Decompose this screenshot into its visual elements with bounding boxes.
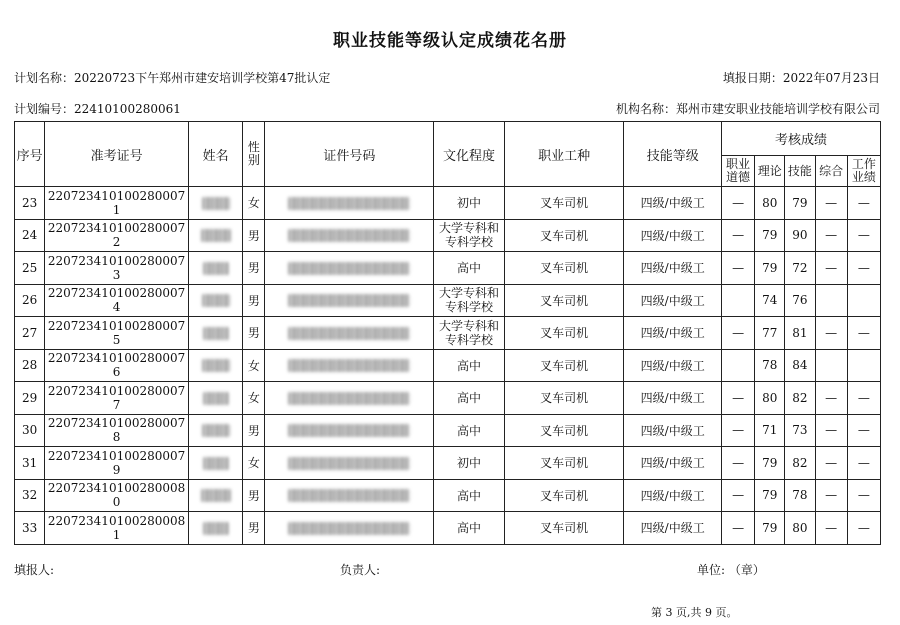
cell-gender: 男 [243, 512, 265, 545]
cell-level: 四级/中级工 [624, 284, 722, 317]
cell-skill: 79 [785, 187, 815, 220]
header-gender: 性别 [243, 122, 265, 187]
table-row [15, 252, 881, 285]
cell-id [265, 187, 434, 220]
cell-ticket: 220723410100280007 2 [45, 219, 189, 252]
cell-seq: 29 [15, 382, 45, 415]
cell-ethics [721, 349, 754, 382]
cell-seq: 28 [15, 349, 45, 382]
cell-overall: — [815, 512, 847, 545]
cell-theory: 79 [755, 447, 785, 480]
org-name: 机构名称：郑州市建安职业技能培训学校有限公司 [615, 102, 880, 116]
cell-theory: 79 [755, 512, 785, 545]
cell-ticket: 220723410100280008 0 [45, 479, 189, 512]
page-title: 职业技能等级认定成绩花名册 [333, 31, 567, 51]
plan-name: 计划名称：20220723下午郑州市建安培训学校第47批认定 [14, 71, 331, 85]
cell-ethics: — [721, 219, 754, 252]
cell-skill: 90 [785, 219, 815, 252]
cell-ticket: 220723410100280007 9 [45, 447, 189, 480]
header-job: 职业工种 [504, 122, 624, 187]
cell-theory: 80 [755, 187, 785, 220]
header-name: 姓名 [188, 122, 242, 187]
cell-seq: 33 [15, 512, 45, 545]
cell-id [265, 447, 434, 480]
cell-work [847, 349, 880, 382]
cell-education: 高中 [434, 349, 504, 382]
header-seq: 序号 [15, 122, 45, 187]
cell-ticket: 220723410100280007 3 [45, 252, 189, 285]
redacted-name [203, 522, 229, 535]
cell-overall: — [815, 187, 847, 220]
cell-id [265, 219, 434, 252]
cell-theory: 77 [755, 317, 785, 350]
cell-ethics: — [721, 252, 754, 285]
cell-gender: 女 [243, 447, 265, 480]
table-row [15, 187, 881, 220]
cell-seq: 32 [15, 479, 45, 512]
cell-ethics: — [721, 317, 754, 350]
cell-job: 叉车司机 [504, 447, 624, 480]
cell-name [188, 447, 242, 480]
cell-theory: 71 [755, 414, 785, 447]
cell-ethics [721, 284, 754, 317]
cell-overall: — [815, 382, 847, 415]
cell-ethics: — [721, 382, 754, 415]
cell-education: 高中 [434, 512, 504, 545]
cell-education: 高中 [434, 414, 504, 447]
cell-id [265, 317, 434, 350]
cell-education: 高中 [434, 252, 504, 285]
cell-level: 四级/中级工 [624, 349, 722, 382]
cell-id [265, 349, 434, 382]
cell-job: 叉车司机 [504, 187, 624, 220]
cell-name [188, 382, 242, 415]
table-row [15, 284, 881, 317]
cell-ticket: 220723410100280007 8 [45, 414, 189, 447]
redacted-name [202, 359, 230, 372]
cell-education: 大学专科和专科学校 [434, 284, 504, 317]
redacted-id-number [288, 294, 410, 307]
redacted-name [202, 424, 230, 437]
cell-skill: 76 [785, 284, 815, 317]
redacted-name [203, 327, 229, 340]
header-scores: 考核成绩 [721, 122, 880, 156]
cell-skill: 73 [785, 414, 815, 447]
cell-name [188, 349, 242, 382]
cell-ticket: 220723410100280007 6 [45, 349, 189, 382]
score-table [14, 121, 881, 545]
cell-skill: 82 [785, 447, 815, 480]
table-row [15, 447, 881, 480]
redacted-id-number [288, 424, 410, 437]
cell-ethics: — [721, 447, 754, 480]
cell-work: — [847, 317, 880, 350]
footer-responsible: 负责人: [340, 563, 381, 577]
cell-skill: 72 [785, 252, 815, 285]
cell-id [265, 252, 434, 285]
cell-job: 叉车司机 [504, 219, 624, 252]
cell-id [265, 479, 434, 512]
redacted-id-number [288, 522, 410, 535]
redacted-id-number [288, 489, 410, 502]
cell-level: 四级/中级工 [624, 447, 722, 480]
cell-id [265, 512, 434, 545]
redacted-name [203, 392, 229, 405]
cell-level: 四级/中级工 [624, 317, 722, 350]
cell-overall: — [815, 414, 847, 447]
table-row [15, 479, 881, 512]
table-row [15, 349, 881, 382]
header-ticket: 准考证号 [45, 122, 189, 187]
cell-overall [815, 349, 847, 382]
table-row [15, 219, 881, 252]
cell-ticket: 220723410100280008 1 [45, 512, 189, 545]
cell-skill: 81 [785, 317, 815, 350]
redacted-name [202, 294, 230, 307]
cell-work: — [847, 252, 880, 285]
cell-ethics: — [721, 479, 754, 512]
cell-work [847, 284, 880, 317]
cell-overall: — [815, 219, 847, 252]
cell-gender: 女 [243, 349, 265, 382]
cell-skill: 82 [785, 382, 815, 415]
cell-gender: 男 [243, 284, 265, 317]
header-theory: 理论 [755, 156, 785, 187]
cell-job: 叉车司机 [504, 382, 624, 415]
cell-id [265, 284, 434, 317]
header-ethics: 职业道德 [721, 156, 754, 187]
header-skill: 技能 [785, 156, 815, 187]
cell-gender: 男 [243, 252, 265, 285]
cell-education: 初中 [434, 447, 504, 480]
redacted-name [202, 197, 230, 210]
header-education: 文化程度 [434, 122, 504, 187]
cell-skill: 80 [785, 512, 815, 545]
cell-ticket: 220723410100280007 1 [45, 187, 189, 220]
cell-overall: — [815, 252, 847, 285]
report-date: 填报日期：2022年07月23日 [722, 71, 880, 85]
cell-overall: — [815, 447, 847, 480]
cell-name [188, 219, 242, 252]
cell-name [188, 284, 242, 317]
cell-ticket: 220723410100280007 5 [45, 317, 189, 350]
cell-work: — [847, 187, 880, 220]
cell-name [188, 414, 242, 447]
table-row [15, 512, 881, 545]
cell-job: 叉车司机 [504, 349, 624, 382]
cell-seq: 24 [15, 219, 45, 252]
cell-seq: 27 [15, 317, 45, 350]
cell-seq: 26 [15, 284, 45, 317]
redacted-id-number [288, 197, 410, 210]
cell-work: — [847, 382, 880, 415]
table-row [15, 414, 881, 447]
cell-theory: 78 [755, 349, 785, 382]
cell-work: — [847, 447, 880, 480]
cell-name [188, 512, 242, 545]
cell-job: 叉车司机 [504, 479, 624, 512]
cell-job: 叉车司机 [504, 284, 624, 317]
cell-level: 四级/中级工 [624, 187, 722, 220]
cell-work: — [847, 479, 880, 512]
cell-work: — [847, 414, 880, 447]
cell-overall: — [815, 479, 847, 512]
redacted-name [203, 457, 229, 470]
redacted-id-number [288, 327, 410, 340]
header-id: 证件号码 [265, 122, 434, 187]
cell-id [265, 382, 434, 415]
header-level: 技能等级 [624, 122, 722, 187]
cell-ticket: 220723410100280007 4 [45, 284, 189, 317]
cell-education: 高中 [434, 382, 504, 415]
cell-overall: — [815, 317, 847, 350]
cell-theory: 79 [755, 479, 785, 512]
cell-id [265, 414, 434, 447]
cell-gender: 男 [243, 414, 265, 447]
table-row [15, 382, 881, 415]
redacted-name [203, 262, 229, 275]
cell-theory: 80 [755, 382, 785, 415]
cell-level: 四级/中级工 [624, 512, 722, 545]
cell-ethics: — [721, 187, 754, 220]
redacted-id-number [288, 262, 410, 275]
cell-overall [815, 284, 847, 317]
cell-work: — [847, 219, 880, 252]
cell-education: 初中 [434, 187, 504, 220]
redacted-id-number [288, 359, 410, 372]
cell-level: 四级/中级工 [624, 479, 722, 512]
redacted-name [201, 489, 231, 502]
cell-education: 大学专科和专科学校 [434, 317, 504, 350]
cell-name [188, 187, 242, 220]
cell-ethics: — [721, 512, 754, 545]
cell-gender: 男 [243, 479, 265, 512]
cell-seq: 31 [15, 447, 45, 480]
header-overall: 综合 [815, 156, 847, 187]
cell-level: 四级/中级工 [624, 414, 722, 447]
cell-work: — [847, 512, 880, 545]
header-work: 工作业绩 [847, 156, 880, 187]
cell-education: 大学专科和专科学校 [434, 219, 504, 252]
cell-theory: 74 [755, 284, 785, 317]
page-number: 第 3 页,共 9 页。 [651, 606, 738, 619]
cell-job: 叉车司机 [504, 414, 624, 447]
redacted-name [201, 229, 231, 242]
cell-skill: 78 [785, 479, 815, 512]
plan-number: 计划编号：22410100280061 [14, 102, 181, 116]
redacted-id-number [288, 457, 410, 470]
cell-name [188, 252, 242, 285]
footer-unit: 单位: （章） [697, 563, 765, 577]
cell-gender: 男 [243, 219, 265, 252]
cell-theory: 79 [755, 219, 785, 252]
cell-name [188, 317, 242, 350]
table-body [15, 187, 881, 545]
cell-gender: 女 [243, 382, 265, 415]
cell-job: 叉车司机 [504, 252, 624, 285]
cell-level: 四级/中级工 [624, 382, 722, 415]
cell-gender: 男 [243, 317, 265, 350]
footer-filler: 填报人: [14, 563, 55, 577]
cell-theory: 79 [755, 252, 785, 285]
cell-job: 叉车司机 [504, 317, 624, 350]
cell-skill: 84 [785, 349, 815, 382]
cell-seq: 23 [15, 187, 45, 220]
cell-job: 叉车司机 [504, 512, 624, 545]
cell-seq: 25 [15, 252, 45, 285]
cell-gender: 女 [243, 187, 265, 220]
redacted-id-number [288, 229, 410, 242]
cell-name [188, 479, 242, 512]
redacted-id-number [288, 392, 410, 405]
table-row [15, 317, 881, 350]
cell-level: 四级/中级工 [624, 219, 722, 252]
cell-seq: 30 [15, 414, 45, 447]
cell-level: 四级/中级工 [624, 252, 722, 285]
cell-education: 高中 [434, 479, 504, 512]
cell-ticket: 220723410100280007 7 [45, 382, 189, 415]
cell-ethics: — [721, 414, 754, 447]
